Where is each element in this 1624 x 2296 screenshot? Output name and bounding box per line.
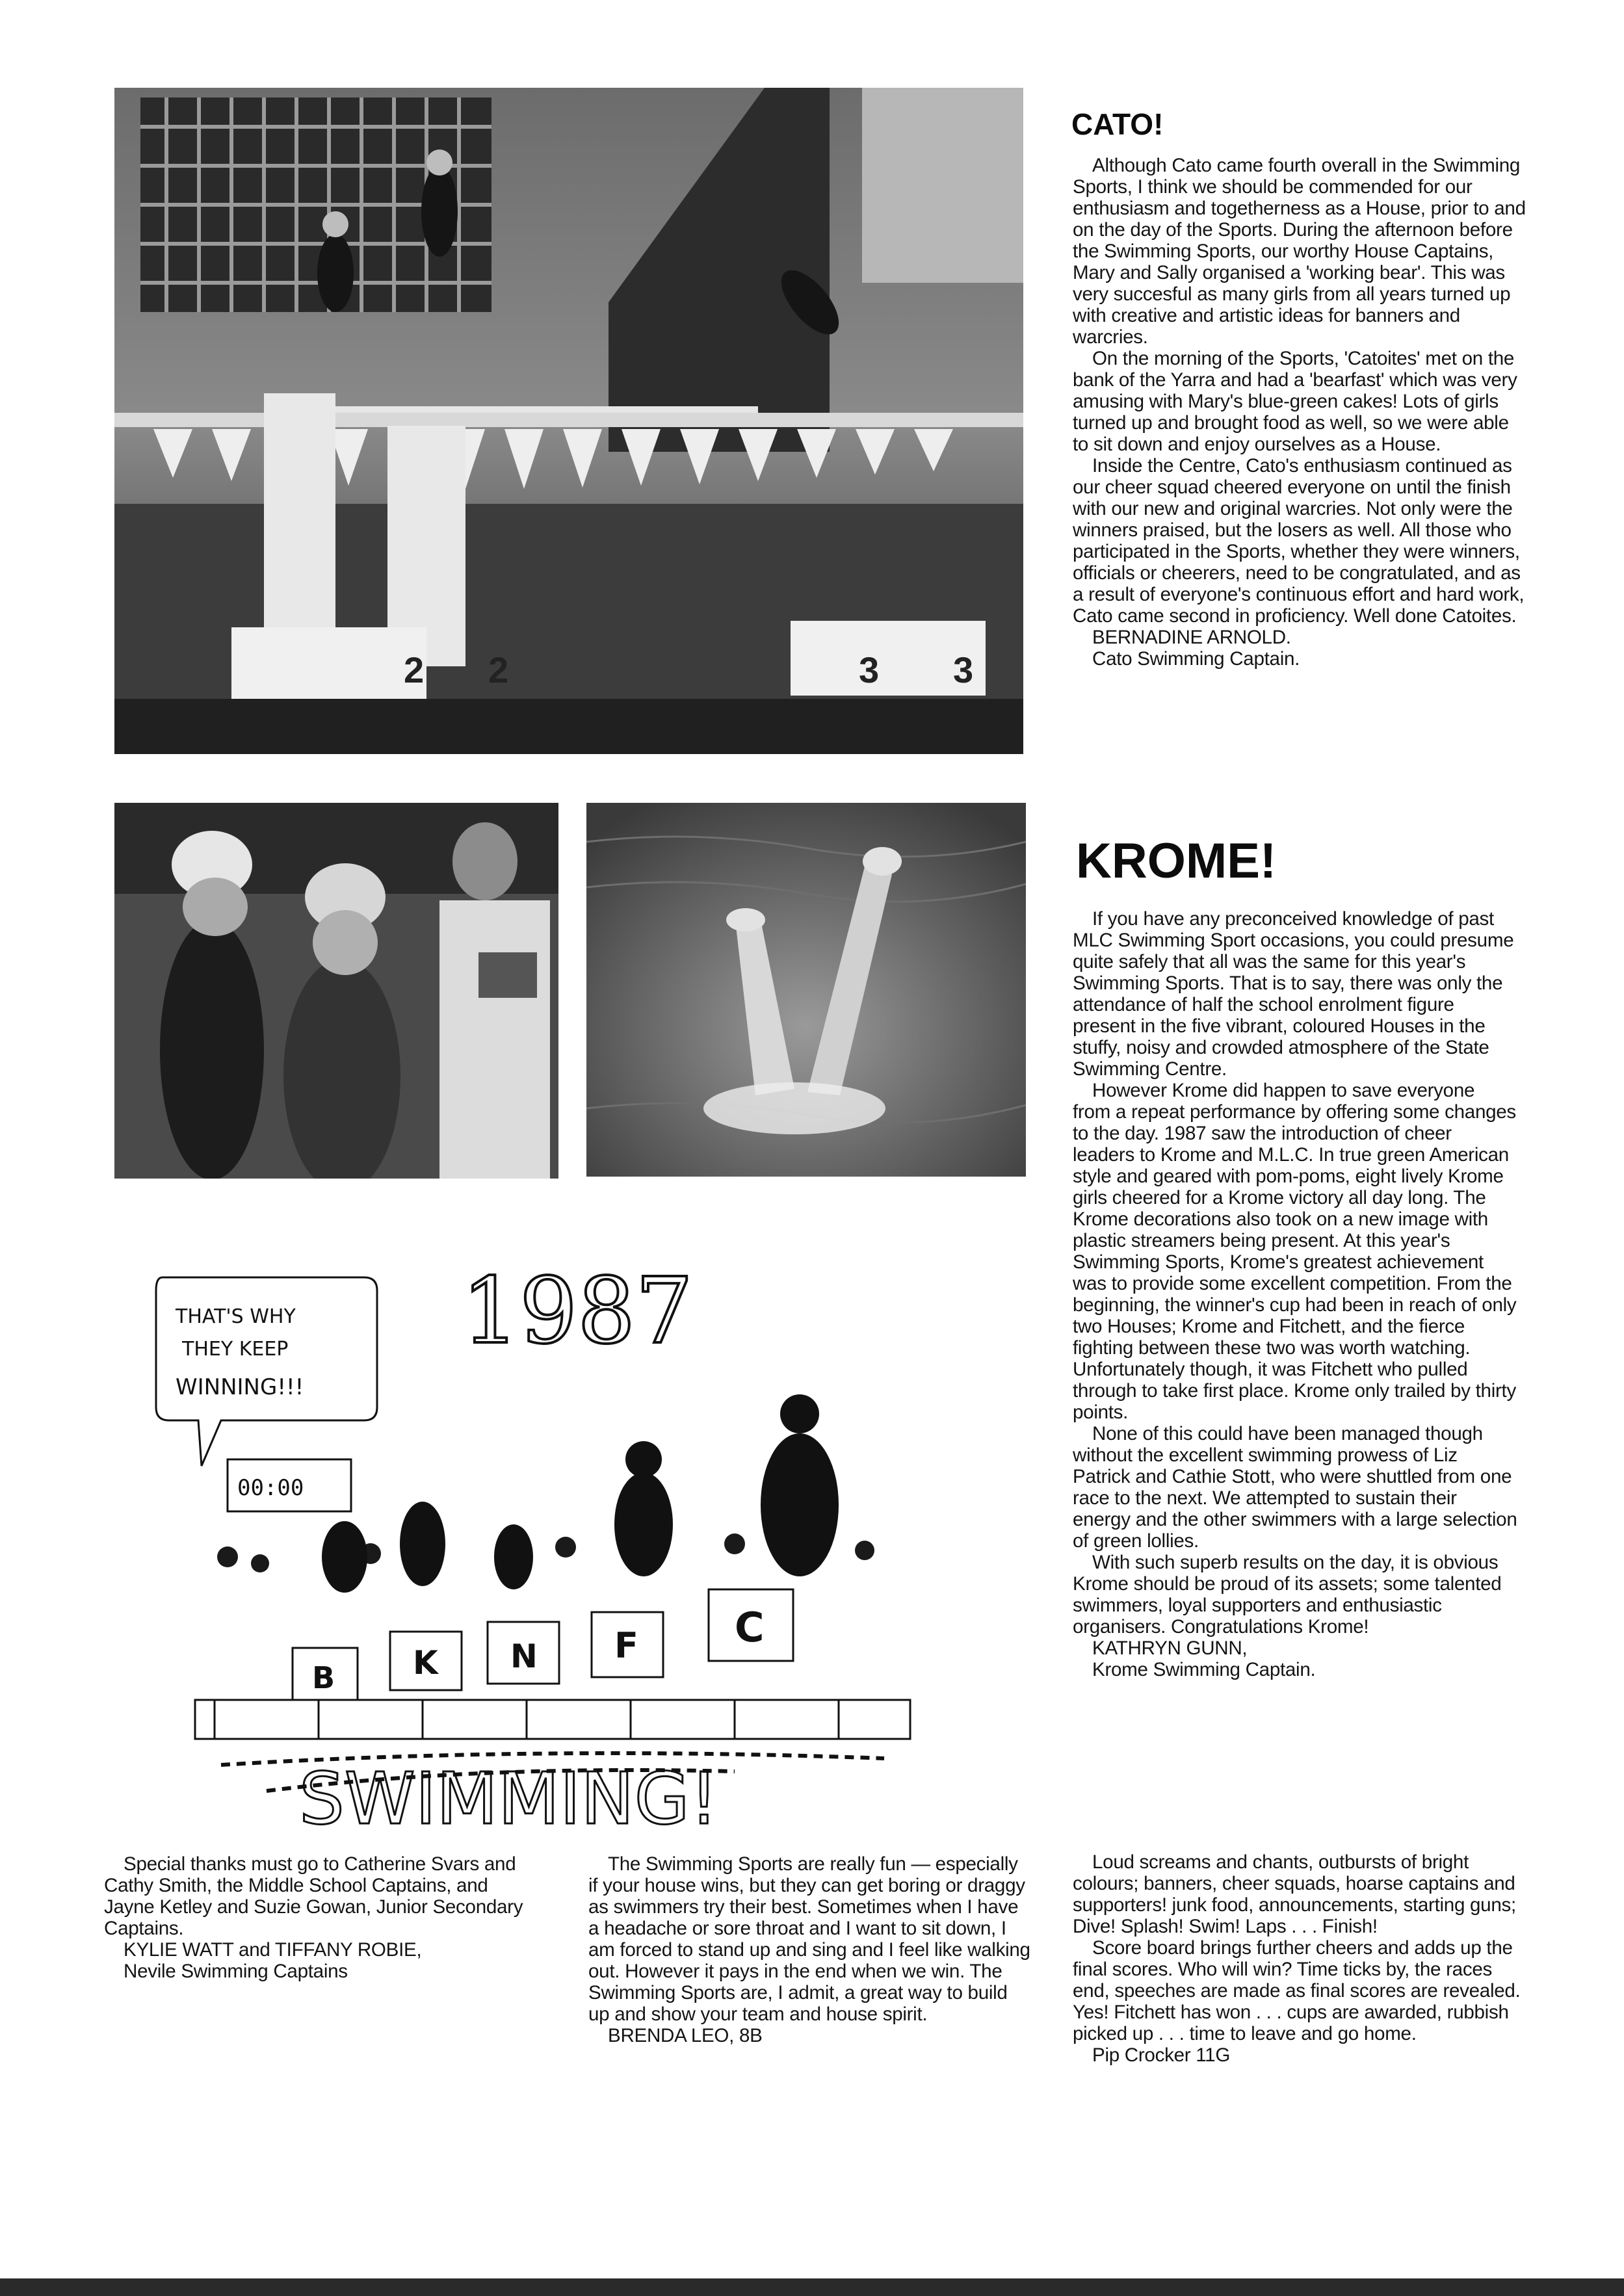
cartoon-caption: SWIMMING! (299, 1757, 718, 1840)
nevile-note (104, 1853, 540, 1982)
block-f: F (614, 1625, 638, 1666)
pip-note (1073, 1851, 1521, 2066)
cato-paragraph-1: Although Cato came fourth overall in the Swimming Sports, I think we should be commended for our enthusiasm and togetherness as a House, prior to and on the day of the Sports. During the afternoon before the Swimming Sports, our worthy House Captains, Mary and Sally organised a 'working bear'. This was very succesful as many girls from all years turned up with creative and artistic ideas for banners and warcries. (1073, 155, 1526, 348)
krome-author: KATHRYN GUNN, (1092, 1637, 1248, 1659)
lane-number-1: 2 (404, 649, 425, 690)
speech-line-2: THEY KEEP (182, 1338, 289, 1361)
krome-paragraph-3: None of this could have been managed though without the excellent swimming prowess of Liz Patrick and Cathie Stott, who were shuttled from one race to the next. We attempted to sustain their energy and the other swimmers with a large selection of green lollies. (1073, 1423, 1517, 1552)
krome-paragraph-4: With such superb results on the day, it is obvious Krome should be proud of its assets; some talented swimmers, loyal supporters and enthusiastic organisers. Congratulations Krome! (1073, 1552, 1502, 1637)
scan-edge (0, 2278, 1624, 2296)
brenda-note (588, 1853, 1030, 2046)
pip-paragraph-1: Loud screams and chants, outbursts of bright colours; banners, cheer squads, hoarse captains and supporters! junk food, announcements, starting guns; Dive! Splash! Swim! Laps . . . Finish! (1073, 1851, 1516, 1937)
block-c: C (735, 1604, 765, 1651)
nevile-author: KYLIE WATT and TIFFANY ROBIE, (124, 1939, 422, 1961)
speech-line-3: WINNING!!! (176, 1374, 304, 1400)
photo-legs-in-water (586, 803, 1026, 1177)
lane-number-3: 3 (859, 649, 880, 690)
photo-swimmers-waiting (114, 803, 558, 1179)
speech-line-1: THAT'S WHY (176, 1305, 296, 1328)
cato-paragraph-2: On the morning of the Sports, 'Catoites' met on the bank of the Yarra and had a 'bearfast' which was very amusing with Mary's blue-green cakes! Lots of girls turned up and brought food as well, so we were able to sit down and enjoy ourselves as a House. (1073, 348, 1517, 455)
lane-number-2: 2 (488, 649, 509, 690)
block-n: N (510, 1637, 538, 1675)
cato-paragraph-3: Inside the Centre, Cato's enthusiasm continued as our cheer squad cheered everyone on until the finish with our new and original warcries. Not only were the winners praised, but the losers as well. All those who participated in the Sports, whether they were winners, officials or cheerers, need to be congratulated, and as a result of everyone's continuous effort and hard work, Cato came second in proficiency. Well done Catoites. (1073, 455, 1525, 627)
nevile-role: Nevile Swimming Captains (124, 1961, 348, 1982)
pip-paragraph-2: Score board brings further cheers and adds up the final scores. Who will win? Time ticks by, the races end, speeches are made as final scores are revealed. Yes! Fitchett has won . . . cups are awarded, rubbish picked up . . . time to leave and go home. (1073, 1937, 1521, 2044)
block-b: B (312, 1660, 335, 1695)
cato-author: BERNADINE ARNOLD. (1092, 627, 1291, 648)
cato-article (1073, 155, 1528, 670)
swimming-cartoon (150, 1251, 930, 1849)
krome-paragraph-2: However Krome did happen to save everyone from a repeat performance by offering some changes to the day. 1987 saw the introduction of cheer leaders to Krome and M.L.C. In true green American style and geared with pom-poms, eight lively Krome girls cheered for a Krome victory all day long. The Krome decorations also took on a new image with plastic streamers being present. At this year's Swimming Sports, Krome's greatest achievement was to provide some excellent competition. From the beginning, the winner's cup had been in reach of only two Houses; Krome and Fitchett, and the fierce fighting between these two was worth watching. Unfortunately though, it was Fitchett who pulled through to take first place. Krome only trailed by thirty points. (1073, 1080, 1517, 1423)
nevile-paragraph: Special thanks must go to Catherine Svars and Cathy Smith, the Middle School Captains, and Jayne Ketley and Suzie Gowan, Junior Secondary Captains. (104, 1853, 523, 1939)
cato-role: Cato Swimming Captain. (1092, 648, 1300, 670)
krome-paragraph-1: If you have any preconceived knowledge of past MLC Swimming Sport occasions, you could presume quite safely that all was the same for this year's Swimming Sports. That is to say, there was only the attendance of half the school enrolment figure present in the five vibrant, coloured Houses in the stuffy, noisy and crowded atmosphere of the State Swimming Centre. (1073, 908, 1514, 1080)
krome-article (1073, 908, 1517, 1680)
scoreboard-clock: 00:00 (237, 1475, 304, 1501)
photo-diving-pool (114, 88, 1023, 754)
brenda-author: BRENDA LEO, 8B (608, 2025, 763, 2046)
pip-author: Pip Crocker 11G (1092, 2044, 1231, 2066)
cato-heading: CATO! (1071, 107, 1164, 141)
block-k: K (413, 1644, 438, 1682)
lane-number-4: 3 (953, 649, 974, 690)
cartoon-year: 1987 (462, 1259, 694, 1364)
brenda-paragraph: The Swimming Sports are really fun — especially if your house wins, but they can get boring or draggy as swimmers try their best. Sometimes when I have a headache or sore throat and I want to sit down, I am forced to stand up and sing and I feel like walking out. However it pays in the end when we win. The Swimming Sports are, I admit, a great way to build up and show your team and house spirit. (588, 1853, 1030, 2025)
krome-role: Krome Swimming Captain. (1092, 1659, 1316, 1680)
krome-heading: KROME! (1076, 833, 1277, 889)
